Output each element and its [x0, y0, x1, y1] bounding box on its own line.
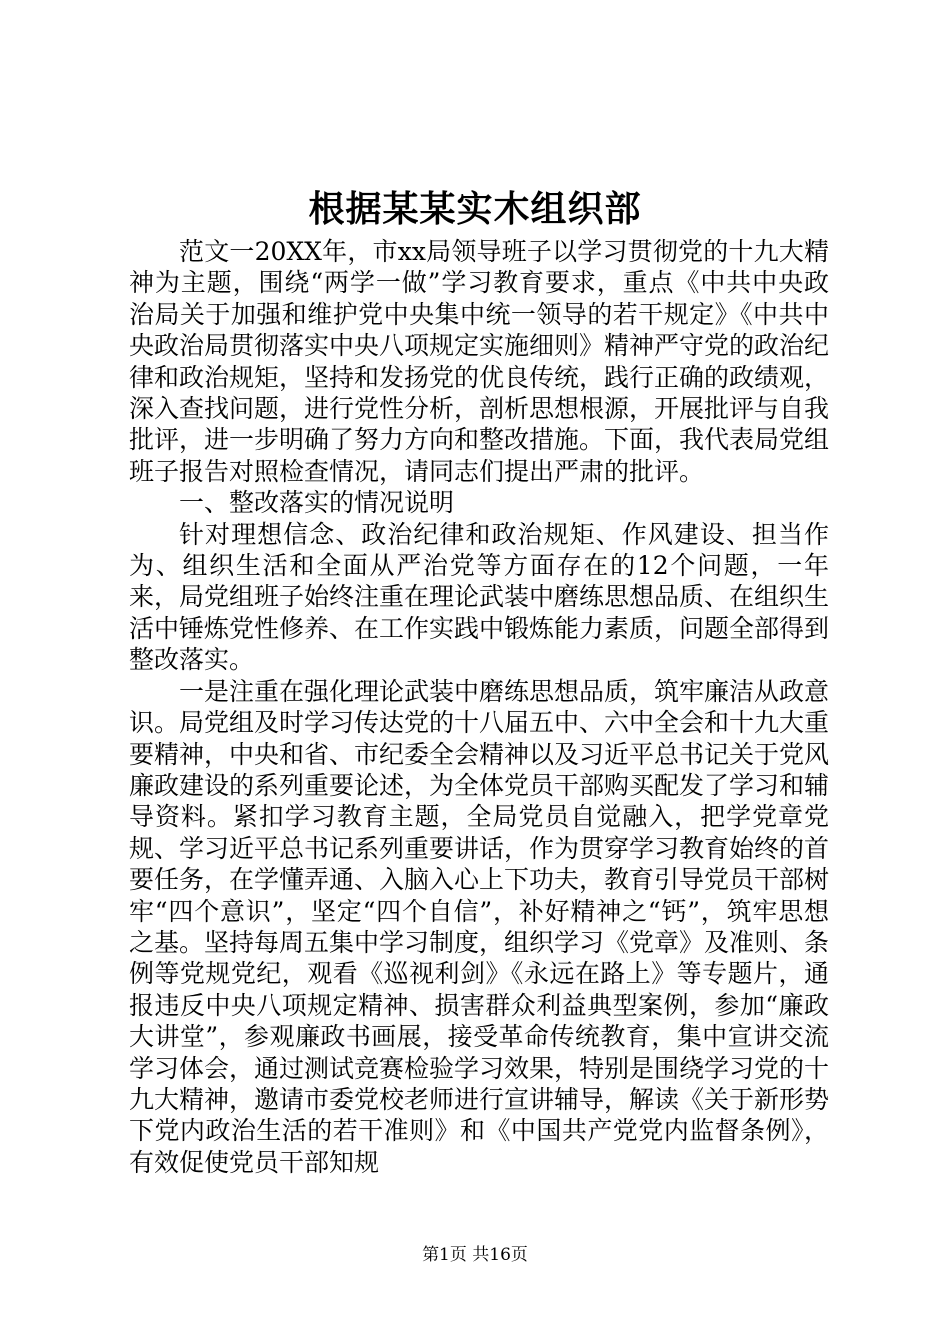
page-footer: 第1页 共16页: [422, 1245, 528, 1265]
document-title: 根据某某实木组织部: [308, 188, 642, 230]
paragraph-summary: 针对理想信念、政治纪律和政治规矩、作风建设、担当作为、组织生活和全面从严治党等方面存在的12个问题，一年来，局党组班子始终注重在理论武装中磨练思想品质、在组织生活中锤炼党性修养、在工作实践中锻炼能力素质，问题全部得到整改落实。: [129, 519, 830, 675]
document-body: [129, 236, 829, 1178]
section-heading: 一、整改落实的情况说明: [179, 488, 455, 518]
paragraph-point-one: 一是注重在强化理论武装中磨练思想品质，筑牢廉洁从政意识。局党组及时学习传达党的十八届五中、六中全会和十九大重要精神，中央和省、市纪委全会精神以及习近平总书记关于党风廉政建设的系列重要论述，为全体党员干部购买配发了学习和辅导资料。紧扣学习教育主题，全局党员自觉融入，把学党章党规、学习近平总书记系列重要讲话，作为贯穿学习教育始终的首要任务，在学懂弄通、入脑入心上下功夫，教育引导党员干部树牢“四个意识”，坚定“四个自信”，补好精神之“钙”，筑牢思想之基。坚持每周五集中学习制度，组织学习《党章》及准则、条例等党规党纪，观看《巡视利剑》《永远在路上》等专题片，通报违反中央八项规定精神、损害群众利益典型案例，参加“廉政大讲堂”，参观廉政书画展，接受革命传统教育，集中宣讲交流学习体会，通过测试竞赛检验学习效果，特别是围绕学习党的十九大精神，邀请市委党校老师进行宣讲辅导，解读《关于新形势下党内政治生活的若干准则》和《中国共产党党内监督条例》，有效促使党员干部知规: [129, 676, 830, 1177]
paragraph-intro: 范文一20XX年，市xx局领导班子以学习贯彻党的十九大精神为主题，围绕“两学一做”学习教育要求，重点《中共中央政治局关于加强和维护党中央集中统一领导的若干规定》《中共中央政治局贯彻落实中央八项规定实施细则》精神严守党的政治纪律和政治规矩，坚持和发扬党的优良传统，践行正确的政绩观，深入查找问题，进行党性分析，剖析思想根源，开展批评与自我批评，进一步明确了努力方向和整改措施。下面，我代表局党组班子报告对照检查情况，请同志们提出严肃的批评。: [129, 237, 830, 486]
